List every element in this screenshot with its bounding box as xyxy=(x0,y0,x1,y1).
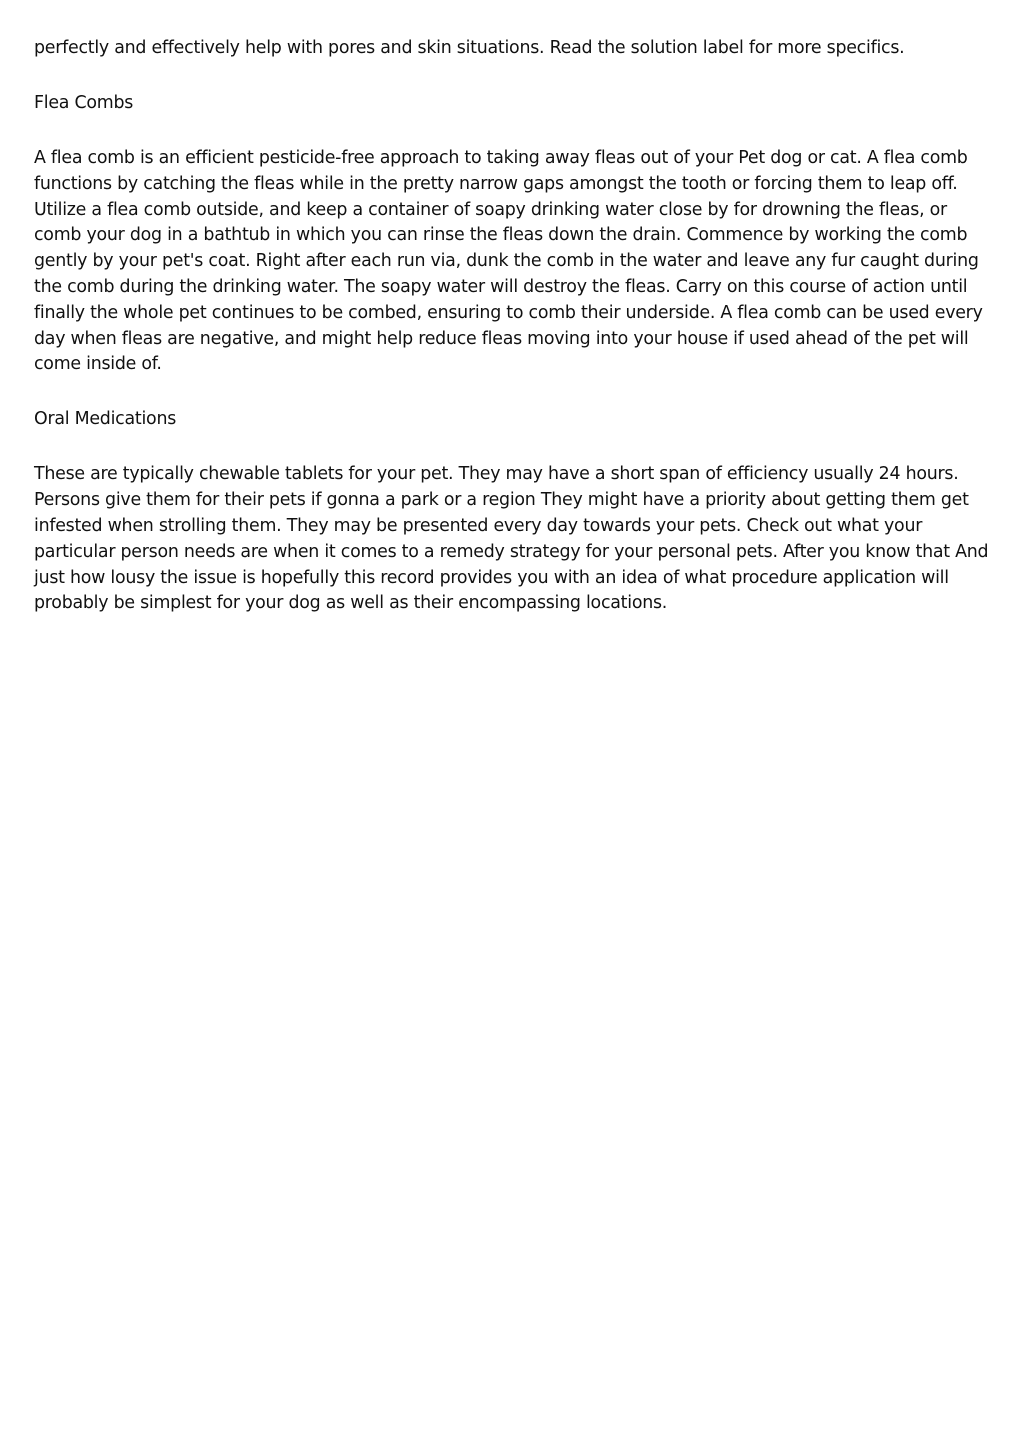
section-heading-flea-combs: Flea Combs xyxy=(34,92,134,113)
intro-paragraph: perfectly and effectively help with pores and skin situations. Read the solution label for more specifics. xyxy=(34,38,905,58)
section-body-oral-medications: These are typically chewable tablets for your pet. They may have a short span of efficiency usually 24 hours. Persons give them for their pets if gonna a park or a region They might have a priority about getting them get infested when strolling them. They may be presented every day towards your pets. Check out what your particular person needs are when it comes to a remedy strategy for your personal pets. After you know that And just how lousy the issue is hopefully this record provides you with an idea of what procedure application will probably be simplest for your dog as well as their encompassing locations. xyxy=(34,464,989,614)
section-heading-oral-medications: Oral Medications xyxy=(34,409,177,430)
section-body-flea-combs: A flea comb is an efficient pesticide-free approach to taking away fleas out of your Pet dog or cat. A flea comb functions by catching the fleas while in the pretty narrow gaps amongst the tooth or forcing them to leap off. Utilize a flea comb outside, and keep a container of soapy drinking water close by for drowning the fleas, or comb your dog in a bathtub in which you can rinse the fleas down the drain. Commence by working the comb gently by your pet's coat. Right after each run via, dunk the comb in the water and leave any fur caught during the comb during the drinking water. The soapy water will destroy the fleas. Carry on this course of action until finally the whole pet continues to be combed, ensuring to comb their underside. A flea comb can be used every day when fleas are negative, and might help reduce fleas moving into your house if used ahead of the pet will come inside of. xyxy=(34,147,983,375)
document-page xyxy=(34,36,990,646)
